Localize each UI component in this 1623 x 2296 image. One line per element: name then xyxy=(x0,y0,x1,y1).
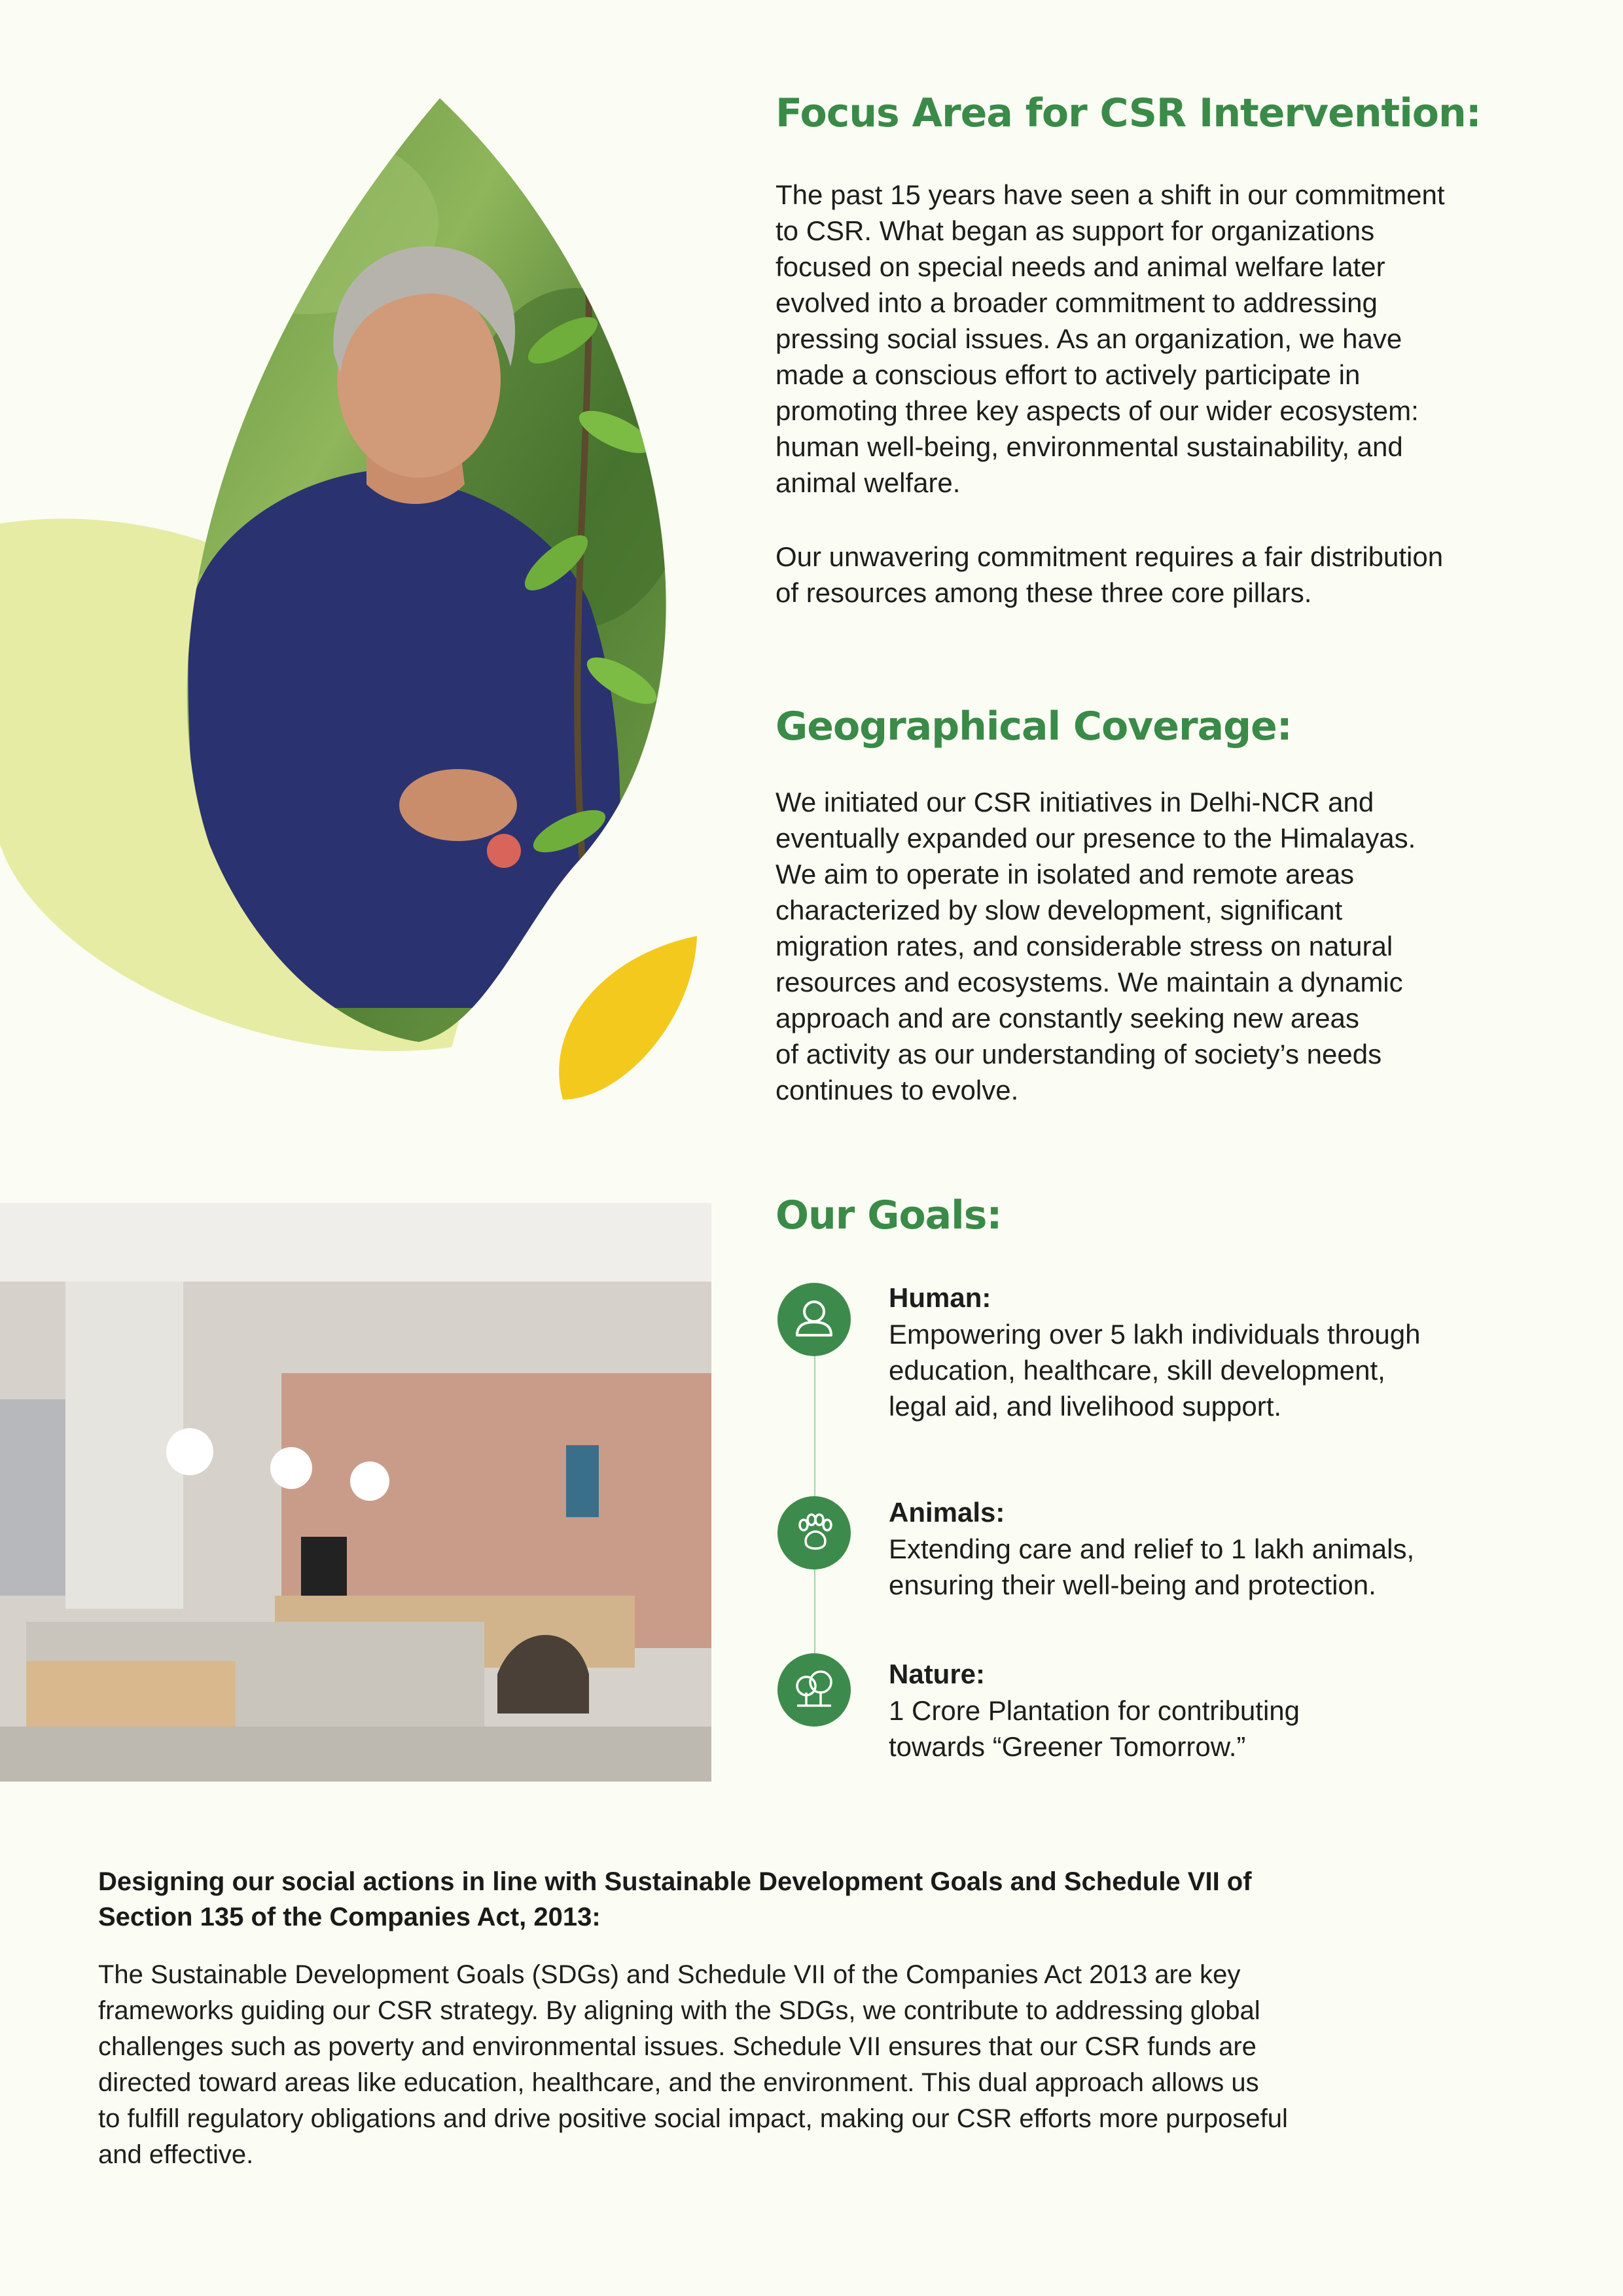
goal-human-icon-circle xyxy=(777,1283,851,1356)
geo-paragraph: We initiated our CSR initiatives in Delhi-NCR and eventually expanded our presence to the Himalayas. We aim to operate in isolated and remote areas characterized by slow development, significant migration rates, and considerable stress on natural resources and ecosystems. We maintain a dynamic approach and are constantly seeking new areas of activity as our understanding of society’s needs continues to evolve. xyxy=(776,787,1416,1105)
focus-paragraph-2: Our unwavering commitment requires a fair distribution of resources among these three core pillars. xyxy=(776,541,1444,608)
goal-animals-title: Animals: xyxy=(889,1497,1005,1528)
focus-paragraph-1: The past 15 years have seen a shift in our commitment to CSR. What began as support for organizations focused on special needs and animal welfare later evolved into a broader commitment to addressing pressing social issues. As an organization, we have made a conscious effort to actively participate in promoting three key aspects of our wider ecosystem: human well-being, environmental sustainability, and animal welfare. xyxy=(776,179,1445,498)
focus-title: Focus Area for CSR Intervention: xyxy=(776,90,1481,136)
paw-icon xyxy=(777,1496,851,1570)
office-interior-photo xyxy=(0,1203,711,1782)
goal-nature-icon-circle xyxy=(777,1653,851,1727)
goal-animals-icon-circle xyxy=(777,1496,851,1570)
goal-animals-text: Extending care and relief to 1 lakh animals, ensuring their well-being and protection. xyxy=(889,1534,1415,1600)
goal-nature-title: Nature: xyxy=(889,1659,986,1689)
yellow-leaf-shape xyxy=(559,936,697,1100)
goal-human-title: Human: xyxy=(889,1282,991,1313)
goal-human-text: Empowering over 5 lakh individuals through education, healthcare, skill development, legal aid, and livelihood support. xyxy=(889,1319,1421,1422)
person-icon xyxy=(777,1283,851,1356)
leaf-photo-graphic xyxy=(0,92,720,1113)
sdg-paragraph: The Sustainable Development Goals (SDGs) and Schedule VII of the Companies Act 2013 are key frameworks guiding our CSR strategy. By aligning with the SDGs, we contribute to addressing global challenges such as poverty and environmental issues. Schedule VII ensures that our CSR funds are directed toward areas like education, healthcare, and the environment. This dual approach allows us to fulfill regulatory obligations and drive positive social impact, making our CSR efforts more purposeful and effective. xyxy=(98,1960,1288,2169)
sdg-heading: Designing our social actions in line with Sustainable Development Goals and Schedule VII of Section 135 of the Companies Act, 2013: xyxy=(98,1867,1252,1931)
trees-icon xyxy=(777,1653,851,1727)
geo-title: Geographical Coverage: xyxy=(776,704,1292,749)
goals-title: Our Goals: xyxy=(776,1193,1002,1238)
goal-nature-text: 1 Crore Plantation for contributing towards “Greener Tomorrow.” xyxy=(889,1695,1300,1762)
